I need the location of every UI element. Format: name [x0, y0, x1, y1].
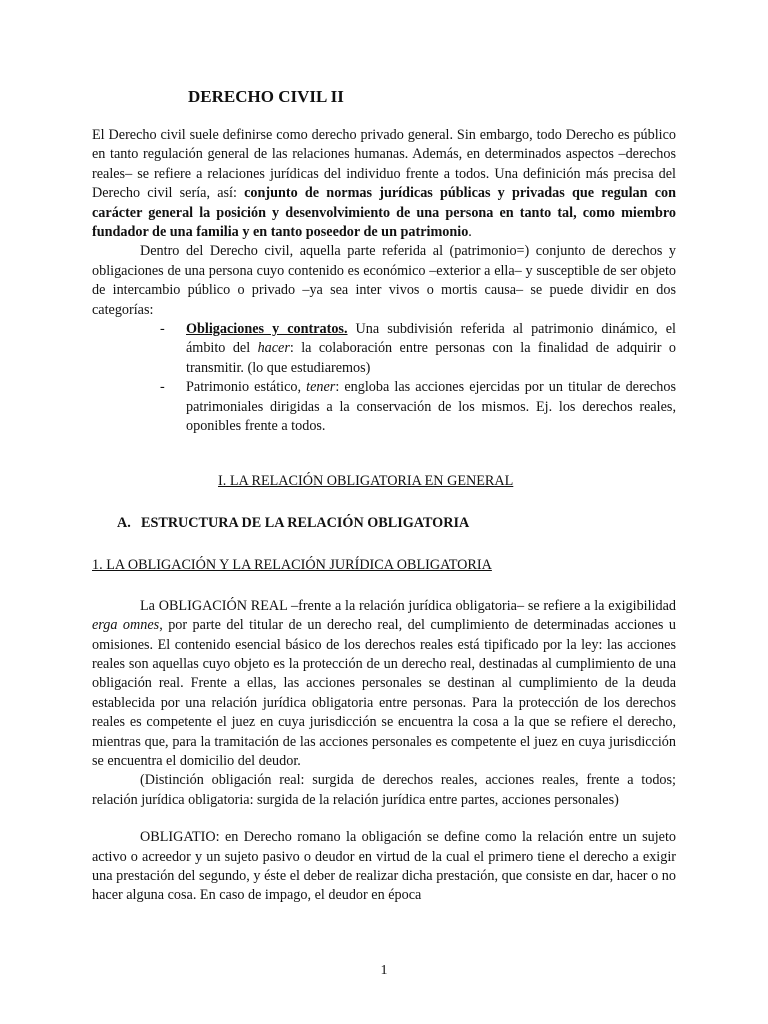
obligacion-real-text: , por parte del titular de un derecho real, del cumplimiento de determinadas acciones u omisiones. El contenido esencial básico de los derechos reales está tipificado por la ley: las acciones reales son aquellas cuyo objeto es la protección de un derecho real, destinadas al cumplimiento de una obligación real. Frente a ellas, las acciones personales se destinan al cumplimiento de la deuda establecida por una relación jurídica obligatoria entre personas. Para la protección de los derechos reales es competente el juez en cuya jurisdicción se encuentra la cosa a la que se refiere el derecho, mientras que, para la tramitación de las acciones personales es competente el juez en cuya jurisdicción se encuentra el domicilio del deudor.: [92, 617, 676, 769]
obligacion-real-text: La OBLIGACIÓN REAL –frente a la relación jurídica obligatoria– se refiere a la exigibilidad: [140, 597, 676, 614]
dash-bullet: -: [160, 321, 165, 338]
document-title: DERECHO CIVIL II: [188, 87, 344, 106]
category-text: Patrimonio estático,: [186, 379, 307, 396]
subsection-title: ESTRUCTURA DE LA RELACIÓN OBLIGATORIA: [141, 514, 470, 531]
dash-bullet: -: [160, 379, 165, 396]
category-item-patrimonio-estatico: [160, 378, 676, 436]
category-emphasis: hacer: [257, 340, 290, 357]
category-emphasis: tener: [306, 379, 336, 396]
category-text: : la colaboración entre personas con la finalidad de adquirir o transmitir. (lo que estudiaremos): [186, 340, 676, 376]
obligatio-paragraph: OBLIGATIO: en Derecho romano la obligación se define como la relación entre un sujeto activo o acreedor y un sujeto pasivo o deudor en virtud de la cual el primero tiene el derecho a exigir una prestación del segundo, y éste el deber de realizar dicha prestación, que consiste en dar, hacer o no hacer alguna cosa. En caso de impago, el deudor en época: [92, 829, 676, 904]
distincion-paragraph: (Distinción obligación real: surgida de derechos reales, acciones reales, frente a todos; relación jurídica obligatoria: surgida de la relación jurídica entre partes, acciones personales): [92, 772, 676, 808]
category-text: : engloba las acciones ejercidas por un titular de derechos patrimoniales dirigidas a la conservación de los mismos. Ej. los derechos reales, oponibles frente a todos.: [186, 379, 677, 435]
subsection-label: A.: [117, 514, 131, 531]
erga-omnes-term: erga omnes: [92, 617, 160, 634]
category-title-obligaciones: Obligaciones y contratos.: [186, 321, 348, 338]
intro-paragraph: [92, 126, 676, 242]
category-text: Una subdivisión referida al patrimonio dinámico, el ámbito del: [186, 321, 676, 357]
paragraph-spacer: [92, 576, 676, 597]
section-heading: I. LA RELACIÓN OBLIGATORIA EN GENERAL: [218, 472, 514, 489]
subsubsection-heading: 1. LA OBLIGACIÓN Y LA RELACIÓN JURÍDICA OBLIGATORIA: [92, 557, 492, 574]
document-body: [92, 86, 676, 906]
paragraph-spacer: [92, 810, 676, 828]
civil-law-definition: conjunto de normas jurídicas públicas y privadas que regulan con carácter general la posición y desenvolvimiento de una persona en tanto tal, como miembro fundador de una familia y en tanto poseedor de un patrimonio: [92, 185, 676, 241]
intro-period: .: [468, 224, 472, 241]
subsection-heading: [117, 514, 676, 533]
page-number: 1: [380, 963, 388, 978]
obligacion-real-paragraph: [92, 597, 676, 772]
patrimonio-paragraph: Dentro del Derecho civil, aquella parte referida al (patrimonio=) conjunto de derechos y obligaciones de una persona cuyo contenido es económico –exterior a ella– y susceptible de ser objeto de intercambio público o privado –ya sea inter vivos o mortis causa– se puede dividir en dos categorías:: [92, 243, 676, 318]
category-item-obligaciones: [160, 320, 676, 378]
category-list: [92, 320, 676, 436]
intro-text: El Derecho civil suele definirse como derecho privado general. Sin embargo, todo Derecho es público en tanto regulación general de las relaciones humanas. Además, en determinados aspectos –derechos reales– se refiere a relaciones jurídicas del individuo frente a todos. Una definición más precisa del Derecho civil sería, así:: [92, 127, 676, 202]
